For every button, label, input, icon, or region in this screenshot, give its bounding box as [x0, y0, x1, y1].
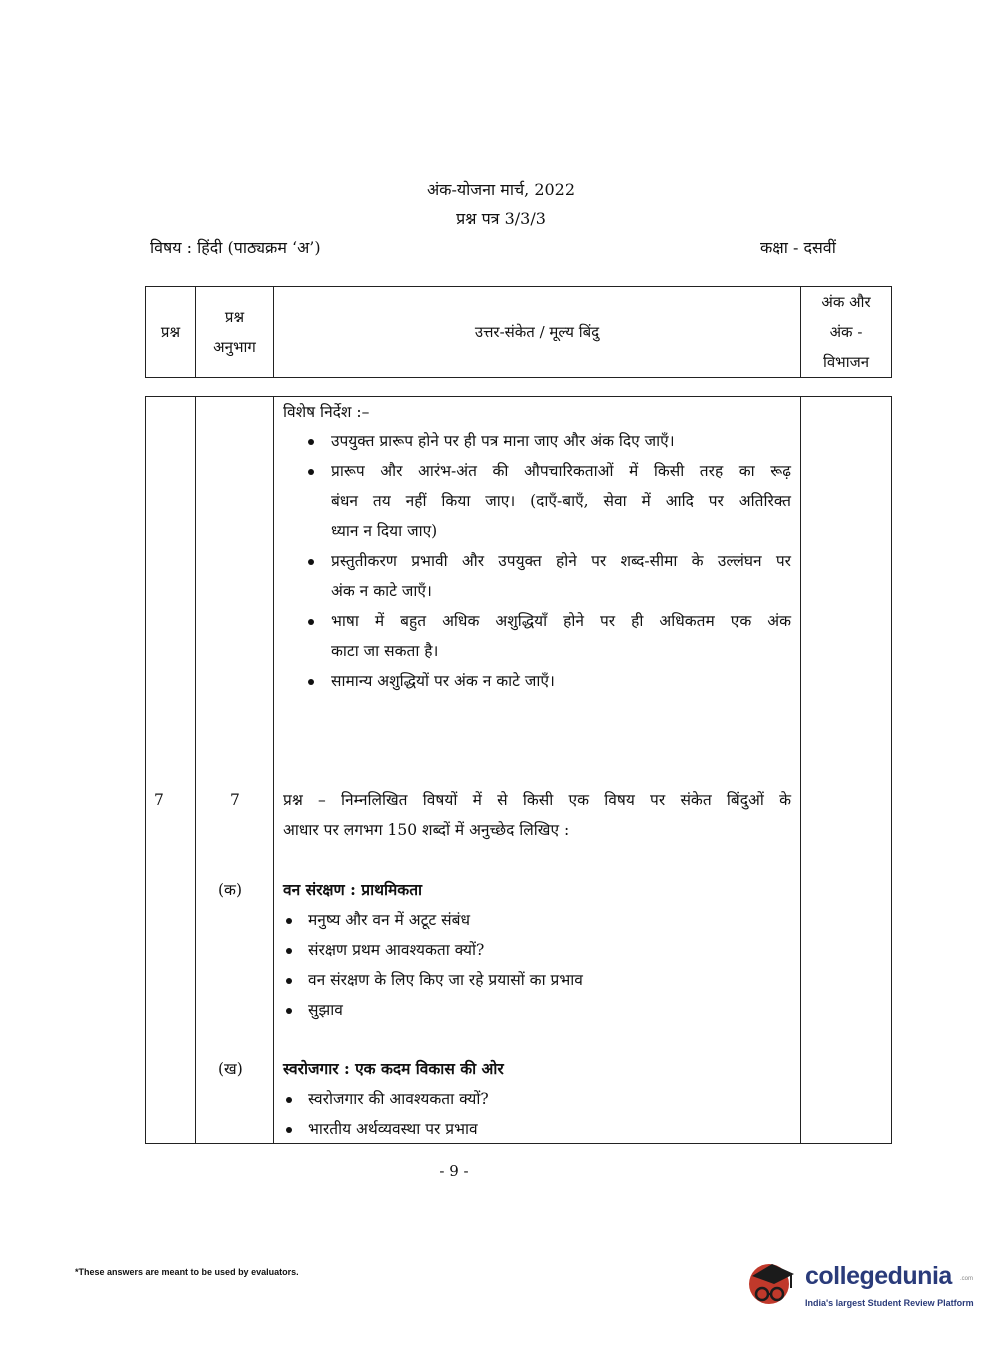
instruction-2-line3: ध्यान न दिया जाए) [331, 522, 438, 540]
bullet-dot [308, 679, 314, 685]
evaluator-note: *These answers are meant to be used by evaluators. [75, 1267, 299, 1277]
instruction-4-line1: भाषा में बहुत अधिक अशुद्धियाँ होने पर ही अधिकतम एक अंक [331, 612, 791, 630]
instruction-2-line2: बंधन तय नहीं किया जाए। (दाएँ-बाएँ, सेवा में आदि पर अतिरिक्त [331, 492, 791, 510]
col-marks-line3: विभाजन [822, 353, 870, 371]
bullet-dot [308, 439, 314, 445]
marks-cell [801, 397, 892, 1144]
instruction-4-line2: काटा जा सकता है। [331, 642, 439, 660]
option-kha-point-1: स्वरोजगार की आवश्यकता क्यों? [308, 1090, 489, 1108]
option-kha-title: स्वरोजगार : एक कदम विकास की ओर [283, 1059, 504, 1078]
instruction-5: सामान्य अशुद्धियों पर अंक न काटे जाएँ। [331, 672, 555, 690]
col-marks-line1: अंक और [821, 293, 871, 311]
subject-label: विषय : हिंदी (पाठ्यक्रम ‘अ’) [150, 238, 321, 257]
option-ka-point-3: वन संरक्षण के लिए किए जा रहे प्रयासों का प्रभाव [308, 971, 583, 989]
paper-code: प्रश्न पत्र 3/3/3 [456, 209, 546, 228]
instruction-2-line1: प्रारूप और आरंभ-अंत की औपचारिकताओं में किसी तरह का रूढ़ [331, 462, 791, 480]
col-marks [801, 287, 892, 378]
brand-tagline: India's largest Student Review Platform [805, 1298, 974, 1308]
col-section-line2: अनुभाग [213, 338, 256, 356]
col-section [196, 287, 274, 378]
option-ka-label: (क) [218, 881, 242, 899]
brand-domain: .com [960, 1276, 974, 1282]
bullet-dot [286, 1097, 292, 1103]
bullet-dot [286, 1008, 292, 1014]
instruction-3-line1: प्रस्तुतीकरण प्रभावी और उपयुक्त होने पर शब्द-सीमा के उल्लंघन पर [331, 552, 791, 570]
collegedunia-logo-icon [742, 1250, 802, 1310]
class-label: कक्षा - दसवीं [760, 238, 836, 257]
marking-table-body [145, 396, 892, 1144]
question-line1: प्रश्न – निम्नलिखित विषयों में से किसी एक विषय पर संकेत बिंदुओं के [283, 791, 791, 809]
brand-name: collegedunia [805, 1262, 952, 1290]
instruction-1: उपयुक्त प्रारूप होने पर ही पत्र माना जाए और अंक दिए जाएँ। [331, 432, 675, 450]
col-answer-hints: उत्तर-संकेत / मूल्य बिंदु [274, 287, 801, 378]
col-question: प्रश्न [146, 287, 196, 378]
instruction-3-line2: अंक न काटे जाएँ। [331, 582, 432, 600]
section-cell [196, 397, 274, 1144]
option-kha-point-2: भारतीय अर्थव्यवस्था पर प्रभाव [308, 1120, 478, 1138]
scheme-title: अंक-योजना मार्च, 2022 [426, 180, 576, 199]
bullet-dot [308, 619, 314, 625]
instructions-title: विशेष निर्देश :– [283, 403, 370, 421]
option-ka-title: वन संरक्षण : प्राथमिकता [283, 880, 423, 899]
question-line2: आधार पर लगभग 150 शब्दों में अनुच्छेद लिखिए : [283, 821, 570, 839]
bullet-dot [308, 469, 314, 475]
question-number: 7 [154, 791, 164, 809]
section-number: 7 [230, 791, 240, 809]
bullet-dot [286, 948, 292, 954]
marking-table-header [145, 286, 892, 378]
bullet-dot [286, 918, 292, 924]
page-number: - 9 - [439, 1162, 469, 1180]
option-ka-point-2: संरक्षण प्रथम आवश्यकता क्यों? [308, 941, 485, 959]
option-ka-point-1: मनुष्य और वन में अटूट संबंध [308, 911, 471, 929]
option-kha-label: (ख) [218, 1060, 243, 1078]
answer-cell [274, 397, 801, 1144]
question-number-cell [146, 397, 196, 1144]
bullet-dot [286, 978, 292, 984]
col-section-line1: प्रश्न [224, 308, 245, 326]
option-ka-point-4: सुझाव [308, 1001, 343, 1019]
col-marks-line2: अंक - [829, 323, 863, 341]
bullet-dot [308, 559, 314, 565]
bullet-dot [286, 1127, 292, 1133]
